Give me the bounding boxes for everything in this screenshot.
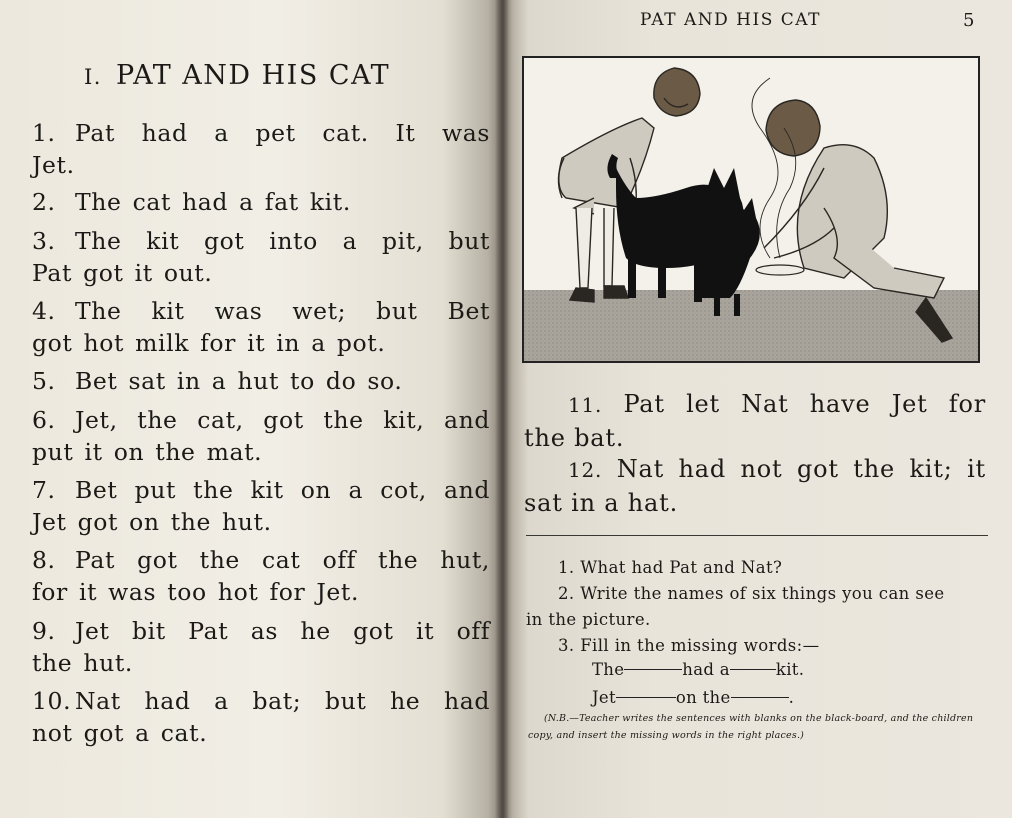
fill-in-text: Jet	[592, 688, 616, 707]
fill-in-text: kit.	[775, 660, 805, 679]
paragraph-12	[524, 453, 986, 520]
fill-in-sentence-1	[592, 660, 804, 679]
paragraph-line: the hut.	[32, 649, 133, 677]
paragraph-6	[32, 404, 490, 468]
question-line: in the picture.	[526, 610, 651, 629]
illustration	[522, 56, 980, 363]
chapter-title-text: PAT AND HIS CAT	[115, 60, 391, 91]
blank	[730, 669, 776, 670]
question-3	[526, 633, 988, 659]
paragraph-9	[32, 615, 490, 679]
blank	[624, 669, 682, 670]
paragraph-number: 9.	[32, 617, 56, 645]
blank	[616, 697, 676, 698]
paragraph-line: Bet sat in a hut to do so.	[75, 367, 403, 395]
paragraph-line: Pat had a pet cat. It was	[75, 119, 490, 147]
question-line: 1. What had Pat and Nat?	[558, 558, 783, 577]
fill-in-text: on the	[675, 688, 731, 707]
note-line: copy, and insert the missing words in the right places.)	[528, 730, 805, 741]
paragraph-number: 1.	[32, 119, 56, 147]
illustration-drawing	[524, 58, 978, 361]
chapter-number: I.	[84, 65, 102, 89]
note-line: (N.B.—Teacher writes the sentences with blanks on the black-board, and the children	[544, 713, 974, 724]
paragraph-line: Nat had not got the kit; it	[616, 455, 986, 483]
question-2	[526, 581, 988, 633]
paragraph-1	[32, 117, 490, 181]
paragraph-3	[32, 225, 490, 289]
paragraph-line: not got a cat.	[32, 719, 208, 747]
section-divider	[526, 535, 988, 536]
question-line: 2. Write the names of six things you can see	[558, 584, 945, 603]
paragraph-number: 12.	[568, 458, 603, 482]
paragraph-number: 3.	[32, 227, 56, 255]
paragraph-5	[32, 365, 490, 397]
paragraph-11	[524, 388, 986, 455]
paragraph-number: 5.	[32, 367, 56, 395]
fill-in-sentence-2	[592, 688, 794, 707]
paragraph-line: The cat had a fat kit.	[75, 188, 351, 216]
paragraph-line: Jet got on the hut.	[32, 508, 272, 536]
chapter-title	[84, 60, 390, 91]
paragraph-number: 6.	[32, 406, 56, 434]
paragraph-number: 7.	[32, 476, 56, 504]
paragraph-line: Pat got the cat off the hut,	[75, 546, 490, 574]
paragraph-line: Pat got it out.	[32, 259, 213, 287]
paragraph-line: the bat.	[524, 424, 625, 452]
paragraph-number: 2.	[32, 188, 56, 216]
paragraph-number: 10.	[32, 687, 72, 715]
paragraph-line: Bet put the kit on a cot, and	[75, 476, 490, 504]
paragraph-2	[32, 186, 490, 218]
teacher-note	[528, 710, 994, 744]
paragraph-4	[32, 295, 490, 359]
paragraph-line: Pat let Nat have Jet for	[623, 390, 986, 418]
paragraph-line: sat in a hat.	[524, 489, 679, 517]
fill-in-text: had a	[682, 660, 730, 679]
paragraph-line: Jet, the cat, got the kit, and	[75, 406, 490, 434]
paragraph-7	[32, 474, 490, 538]
running-head: PAT AND HIS CAT	[640, 10, 821, 30]
paragraph-line: for it was too hot for Jet.	[32, 578, 360, 606]
paragraph-line: put it on the mat.	[32, 438, 263, 466]
blank	[731, 697, 789, 698]
paragraph-line: got hot milk for it in a pot.	[32, 329, 386, 357]
paragraph-line: Jet bit Pat as he got it off	[75, 617, 490, 645]
paragraph-line: The kit got into a pit, but	[75, 227, 490, 255]
paragraph-number: 4.	[32, 297, 56, 325]
paragraph-line: The kit was wet; but Bet	[75, 297, 490, 325]
question-1	[526, 555, 988, 581]
question-line: 3. Fill in the missing words:—	[558, 636, 820, 655]
fill-in-text: The	[592, 660, 625, 679]
book-gutter	[495, 0, 509, 818]
paragraph-line: Nat had a bat; but he had	[75, 687, 490, 715]
left-page	[0, 0, 503, 818]
page-number: 5	[963, 10, 975, 31]
paragraph-line: Jet.	[32, 151, 75, 179]
paragraph-8	[32, 544, 490, 608]
paragraph-number: 11.	[568, 393, 603, 417]
fill-in-text: .	[788, 688, 795, 707]
paragraph-number: 8.	[32, 546, 56, 574]
paragraph-10	[32, 685, 490, 749]
